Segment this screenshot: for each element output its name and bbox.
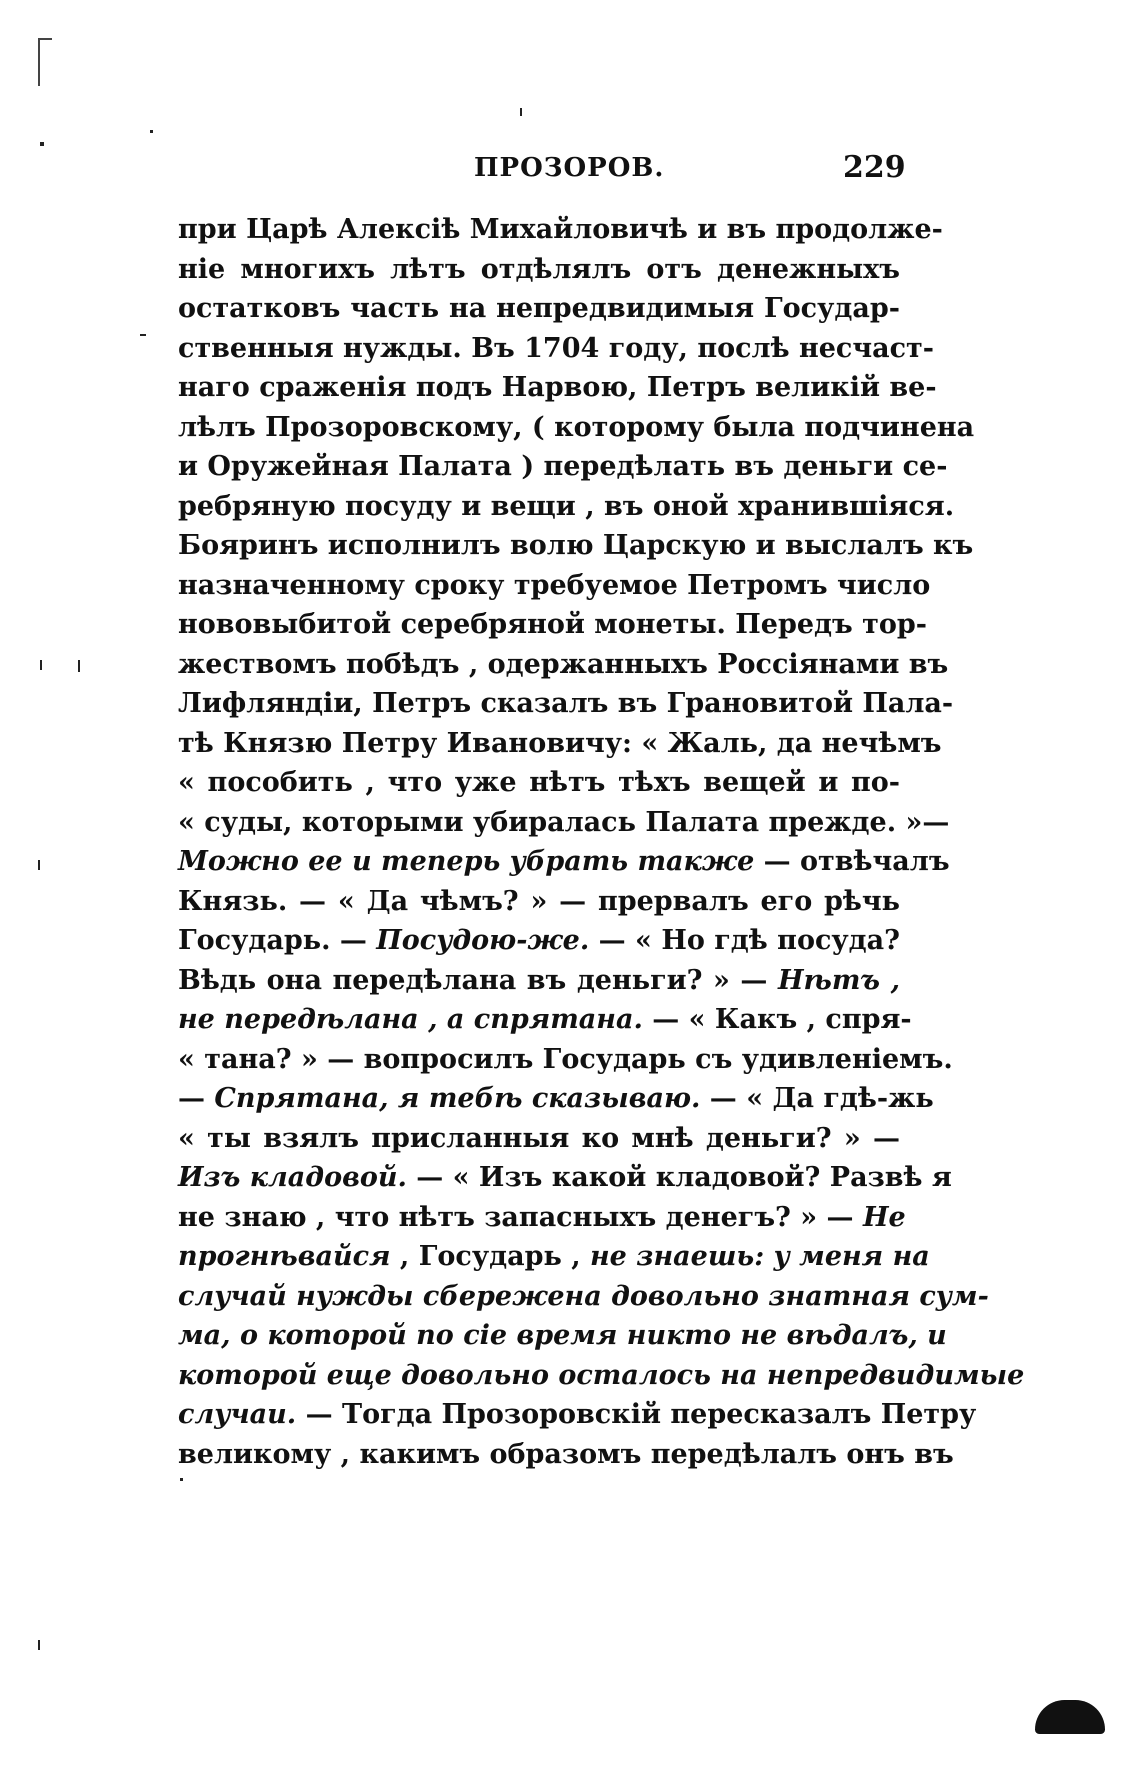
text-segment: — « Но гдѣ посуда? xyxy=(589,925,900,956)
text-line xyxy=(178,1316,947,1356)
text-segment: назначенному сроку требуемое Петромъ число xyxy=(178,569,931,601)
text-line xyxy=(178,1000,912,1040)
text-segment: « пособить , что уже нѣтъ тѣхъ вещей и по- xyxy=(178,767,900,798)
margin-speck xyxy=(40,660,42,670)
running-head: ПРОЗОРОВ. xyxy=(474,153,665,183)
margin-speck xyxy=(180,1478,183,1481)
italic-segment: не передѣлана , а спрятана. xyxy=(178,1004,643,1035)
italic-segment: Можно ее и теперь убрать также xyxy=(178,846,755,877)
text-segment: при Царѣ Алексіѣ Михайловичѣ и въ продолже- xyxy=(178,214,943,245)
text-segment: — xyxy=(178,1083,215,1114)
text-line xyxy=(178,1158,952,1198)
text-segment: « ты взялъ присланныя ко мнѣ деньги? » — xyxy=(178,1122,900,1154)
text-segment: Вѣдь она передѣлана въ деньги? » — xyxy=(178,964,778,996)
text-line xyxy=(178,921,900,961)
text-line xyxy=(178,684,954,724)
italic-segment: Посудою-же. xyxy=(376,925,590,956)
text-segment: ніе многихъ лѣтъ отдѣлялъ отъ денежныхъ xyxy=(178,253,900,285)
text-segment: « суды, которыми убиралась Палата прежде. »— xyxy=(178,806,950,838)
text-segment: , Государь , xyxy=(390,1241,590,1272)
italic-segment: ма, о которой по сіе время никто не вѣдалъ, и xyxy=(178,1320,947,1351)
text-segment: лѣлъ Прозоровскому, ( которому была подчинена xyxy=(178,411,975,443)
margin-speck xyxy=(78,660,80,672)
margin-speck xyxy=(140,334,146,336)
text-line xyxy=(178,566,931,606)
text-line xyxy=(178,1079,934,1119)
text-segment: Лифляндіи, Петръ сказалъ въ Грановитой Пала- xyxy=(178,688,954,719)
text-segment: Князь. — « Да чѣмъ? » — прервалъ его рѣчь xyxy=(178,885,900,917)
text-line xyxy=(178,1277,989,1317)
text-line xyxy=(178,1237,930,1277)
margin-speck xyxy=(38,1640,40,1650)
page-number: 229 xyxy=(843,150,906,185)
italic-segment: не знаешь: у меня на xyxy=(590,1241,930,1272)
text-segment: « тана? » — вопросилъ Государь съ удивленіемъ. xyxy=(178,1043,953,1075)
margin-speck xyxy=(38,860,40,870)
text-segment: наго сраженія подъ Нарвою, Петръ великій ве- xyxy=(178,372,937,403)
text-line xyxy=(178,526,974,566)
text-segment: тѣ Князю Петру Ивановичу: « Жаль, да нечѣмъ xyxy=(178,727,942,759)
text-line xyxy=(178,1435,954,1475)
text-segment: не знаю , что нѣтъ запасныхъ денегъ? » — xyxy=(178,1201,863,1233)
text-line xyxy=(178,645,949,685)
text-segment: — Тогда Прозоровскій пересказалъ Петру xyxy=(296,1399,977,1430)
text-line xyxy=(178,1119,900,1159)
text-segment: великому , какимъ образомъ передѣлалъ онъ въ xyxy=(178,1438,954,1470)
text-segment: — « Да гдѣ-жь xyxy=(700,1083,934,1114)
text-line xyxy=(178,1356,1025,1396)
text-line xyxy=(178,250,900,290)
text-segment: остатковъ часть на непредвидимыя Государ- xyxy=(178,293,900,324)
margin-speck xyxy=(520,108,522,116)
italic-segment: Нѣтъ , xyxy=(777,964,900,996)
margin-speck xyxy=(40,142,44,146)
italic-segment: случай нужды сбережена довольно знатная сум- xyxy=(178,1280,989,1312)
text-segment: нововыбитой серебряной монеты. Передъ тор- xyxy=(178,609,927,640)
italic-segment: Спрятана, я тебѣ сказываю. xyxy=(214,1083,701,1114)
text-line xyxy=(178,605,927,645)
text-segment: Государь. — xyxy=(178,925,377,956)
text-line xyxy=(178,329,934,369)
text-line xyxy=(178,1198,906,1238)
text-line xyxy=(178,408,975,448)
text-line xyxy=(178,842,950,882)
margin-speck xyxy=(150,130,153,133)
text-segment: ственныя нужды. Въ 1704 году, послѣ несчаст- xyxy=(178,332,934,364)
italic-segment: Не xyxy=(862,1201,906,1233)
text-line xyxy=(178,368,937,408)
text-segment: жествомъ побѣдъ , одержанныхъ Россіянами въ xyxy=(178,648,949,680)
italic-segment: случаи. xyxy=(178,1399,297,1430)
italic-segment: прогнѣвайся xyxy=(178,1241,391,1272)
body-text xyxy=(178,210,1025,1474)
text-line xyxy=(178,447,948,487)
text-line xyxy=(178,803,950,843)
text-segment: Бояринъ исполнилъ волю Царскую и выслалъ къ xyxy=(178,530,974,561)
text-line xyxy=(178,724,942,764)
text-line xyxy=(178,1395,977,1435)
text-segment: — отвѣчалъ xyxy=(754,846,950,877)
text-segment: ребряную посуду и вещи , въ оной хранившіяся. xyxy=(178,490,955,522)
italic-segment: Изъ кладовой. xyxy=(178,1162,407,1193)
text-line xyxy=(178,210,943,250)
italic-segment: которой еще довольно осталось на непредвидимые xyxy=(178,1359,1025,1391)
text-line xyxy=(178,487,955,527)
text-segment: и Оружейная Палата ) передѣлать въ деньги се- xyxy=(178,451,948,482)
margin-mark xyxy=(38,38,52,40)
text-segment: — « Какъ , спря- xyxy=(642,1004,912,1035)
text-segment: — « Изъ какой кладовой? Развѣ я xyxy=(406,1162,952,1193)
text-line xyxy=(178,763,900,803)
text-line xyxy=(178,289,900,329)
thumb-shadow xyxy=(1035,1700,1105,1734)
margin-mark xyxy=(38,38,40,86)
text-line xyxy=(178,961,900,1001)
text-line xyxy=(178,1040,953,1080)
text-line xyxy=(178,882,900,922)
